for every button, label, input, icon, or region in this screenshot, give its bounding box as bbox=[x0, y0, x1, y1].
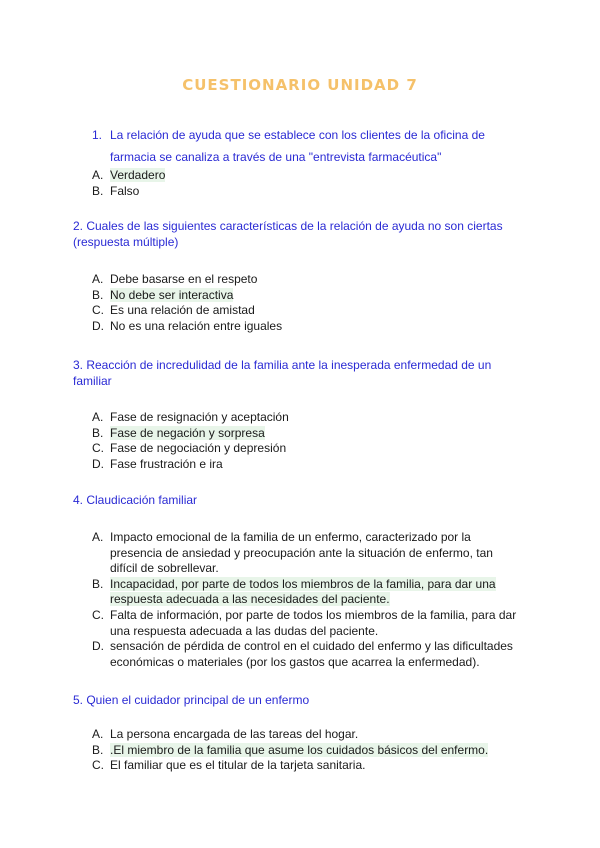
answer-option bbox=[92, 303, 522, 319]
answer-option bbox=[92, 184, 522, 200]
page-title: CUESTIONARIO UNIDAD 7 bbox=[182, 76, 418, 94]
option-letter: C. bbox=[92, 607, 104, 622]
answer-option bbox=[92, 272, 522, 288]
option-text: Fase frustración e ira bbox=[110, 456, 223, 471]
option-text: El familiar que es el titular de la tarjeta sanitaria. bbox=[110, 758, 366, 773]
option-text: Falta de información, por parte de todos los miembros de la familia, para dar una respuesta adecuada a las dudas del paciente. bbox=[110, 607, 517, 638]
option-letter: A. bbox=[92, 727, 104, 741]
option-letter: B. bbox=[92, 183, 104, 198]
option-letter: A. bbox=[92, 530, 104, 544]
option-letter: C. bbox=[92, 441, 104, 456]
option-letter: A. bbox=[92, 168, 104, 182]
question-4: 4. Claudicación familiar bbox=[73, 493, 198, 507]
answer-option bbox=[92, 530, 522, 577]
option-letter: A. bbox=[92, 410, 104, 424]
answer-option bbox=[92, 639, 522, 670]
option-text: Fase de resignación y aceptación bbox=[110, 410, 289, 424]
answer-option bbox=[92, 426, 522, 442]
option-text: Impacto emocional de la familia de un enfermo, caracterizado por la presencia de ansiedad y preocupación ante la situación de enfermo, tan difícil de sobrellevar. bbox=[110, 530, 493, 576]
option-letter: A. bbox=[92, 272, 104, 286]
question-text: La relación de ayuda que se establece con los clientes de la oficina de farmacia se canaliza a través de una "entrevista farmacéutica" bbox=[110, 128, 485, 164]
option-letter: B. bbox=[92, 576, 104, 591]
answer-option bbox=[92, 288, 522, 304]
option-text: Debe basarse en el respeto bbox=[110, 272, 258, 286]
question-5: 5. Quien el cuidador principal de un enfermo bbox=[73, 693, 310, 707]
option-text: Verdadero bbox=[110, 168, 166, 182]
question-1 bbox=[92, 124, 502, 168]
option-letter: B. bbox=[92, 742, 104, 757]
option-letter: C. bbox=[92, 758, 104, 773]
question-3-options bbox=[92, 410, 522, 472]
option-letter: B. bbox=[92, 425, 104, 440]
question-5-options bbox=[92, 727, 522, 774]
option-text: Fase de negociación y depresión bbox=[110, 441, 287, 456]
option-text: No debe ser interactiva bbox=[110, 287, 234, 302]
option-text: Fase de negación y sorpresa bbox=[110, 425, 265, 440]
answer-option bbox=[92, 743, 522, 759]
option-letter: D. bbox=[92, 639, 104, 654]
option-letter: C. bbox=[92, 303, 104, 318]
option-letter: B. bbox=[92, 287, 104, 302]
answer-option bbox=[92, 319, 522, 335]
option-letter: D. bbox=[92, 456, 104, 471]
question-2-options bbox=[92, 272, 522, 334]
answer-option bbox=[92, 758, 522, 774]
option-text: .El miembro de la familia que asume los cuidados básicos del enfermo. bbox=[110, 742, 489, 757]
question-3: 3. Reacción de incredulidad de la familia ante la inesperada enfermedad de un familiar bbox=[73, 358, 492, 388]
answer-option bbox=[92, 168, 522, 184]
option-text: Incapacidad, por parte de todos los miembros de la familia, para dar una respuesta adecuada a las necesidades del paciente. bbox=[110, 576, 496, 607]
option-text: Falso bbox=[110, 183, 140, 198]
answer-option bbox=[92, 457, 522, 473]
answer-option bbox=[92, 410, 522, 426]
option-text: sensación de pérdida de control en el cuidado del enfermo y las dificultades económicas o materiales (por los gastos que acarrea la enfermedad). bbox=[110, 639, 513, 669]
option-text: No es una relación entre iguales bbox=[110, 318, 283, 333]
option-text: Es una relación de amistad bbox=[110, 303, 255, 318]
answer-option bbox=[92, 608, 522, 639]
question-4-options bbox=[92, 530, 522, 670]
question-number: 1. bbox=[92, 128, 103, 142]
question-1-options bbox=[92, 168, 522, 199]
answer-option bbox=[92, 577, 522, 608]
option-text: La persona encargada de las tareas del hogar. bbox=[110, 727, 359, 741]
question-2: 2. Cuales de las siguientes características de la relación de ayuda no son ciertas (respuesta múltiple) bbox=[73, 219, 503, 249]
option-letter: D. bbox=[92, 318, 104, 333]
answer-option bbox=[92, 441, 522, 457]
answer-option bbox=[92, 727, 522, 743]
